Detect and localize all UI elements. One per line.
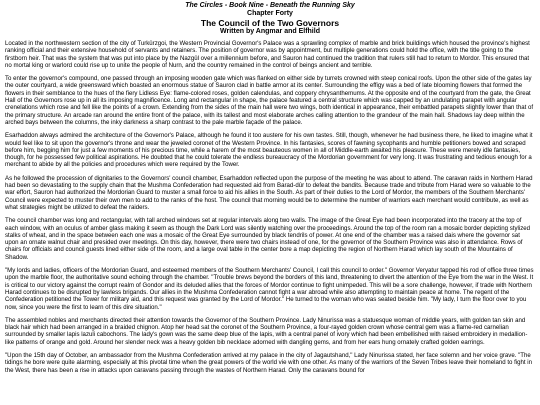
paragraph: "Upon the 15th day of October, an ambassador from the Mushma Confederation arrived at my palace in the city of Jagautshand," Lady Ninurissa stated, her face solemn and her voice grave. "The tidings he bore were quite alarming, especially at this pivotal time when the great powers of the world vie with one other. As many of the warriors of the Seven Tribes leave their homeland to fight in the West, there has been a rise in attacks upon caravans passing through the wastes of Northern Harad. Only the caravans bound for xyxy=(5,351,533,374)
series-title: The Circles - Book Nine - Beneath the Running Sky xyxy=(185,2,355,9)
chapter-title: The Council of the Two Governors xyxy=(200,18,340,28)
paragraph: The assembled nobles and merchants directed their attention towards the Governor of the Southern Province. Lady Ninurissa was a statuesque woman of middle years, with golden tan skin and black hair which had been arranged in a braided chignon. Atop her head sat the coronet of the Southern Province, a four-rayed golden crown whose central gem was a flame-red carnelian surrounded by smaller lapis lazuli cabochons. The lady's gown was the same deep blue of the lapis, with a central panel of ivory which had been embellished with raised embroidery in medallion-like patterns of orange and gold. Around her slender neck was a heavy golden bib necklace adorned with dangling gems, and from her ears hung ornately crafted golden earrings. xyxy=(5,316,528,346)
paragraph: Located in the northwestern section of the city of Turkûrzgoi, the Western Provincial Governor's Palace was a sprawling complex of marble and brick buildings which housed the province's highest ranking official and their extensive household of servants and retainers. The position of governor was by appointment, but multiple generations could hold the office, with the title going to the firstborn heir. That was the system that was put into place by the Nazgûl over a millennium before, and Sauron had continued the tradition that rulers still had to return to Mordor. This ensured that no mortal king or warlord could rise up to unite the people of Nurn, and the country remained in the control of beings ancient and terrible. xyxy=(5,40,530,69)
paragraph: As he followed the procession of dignitaries to the Governors' council chamber, Esarhaddon reflected upon the purpose of the meeting he was about to attend. The caravan raids in Northern Harad had been so devastating to the supply chain that the Mushma Confederation had requested aid from Barad-dûr to defeat the bandits. Because trade and tribute from Harad were so valuable to the war effort, Sauron had authorized the Mordorian Guard to muster a small force to aid his allies in the South. As part of their duties to the Lord of Mordor, the members of the Southern Merchants' Council were expected to muster their own men to add to the ranks of the host. The council that morning would be to determine the number of warriors each merchant would contribute, as well as what strategies might be utilized to defeat the raiders. xyxy=(5,174,533,211)
document-header xyxy=(5,2,535,36)
paragraph: The council chamber was long and rectangular, with tall arched windows set at regular intervals along two walls. The image of the Great Eye had been incorporated into the tracery at the top of each window, with an oculus of amber glass making it seem as though the Dark Lord was silently watching over the proceedings. Around the top of the room ran a mosaic border depicting stylized stalks of wheat, and in the space between each one was a mosaic of the Great Eye surrounded by black tendrils of power. At one end of the chamber was a raised dais where the governor sat upon an ornate walnut chair and presided over meetings. On this day, however, there were two chairs instead of one, for the governor of the Southern Province was also in attendance. Rows of chairs for officials and council guests lined either side of the room, and a large oval table in the center bore a map depicting the region of Northern Harad which lay south of the Mountains of Shadow. xyxy=(5,217,531,261)
chapter-label: Chapter Forty xyxy=(247,10,293,17)
paragraph: Esarhaddon always admired the architecture of the Governor's Palace, although he found it too austere for his own tastes. Still, though, whenever he had business there, he liked to imagine what it would feel like to sit upon the governor's throne and wear the jeweled coronet of the Western Province. In his fantasies, scores of fawning sycophants and humble petitioners bowed and scraped before him, begging him for just a few moments of his precious time, while a harem of the most beauteous women in all of Middle-earth awaited his pleasure. These were merely idle fantasies, though, for he possessed few political aspirations. He doubted that he could tolerate the endless bureaucracy of the Mordorian government for very long. It was frustrating and tedious enough for a merchant to abide by all the policies and procedures which were required by the Tower. xyxy=(5,132,533,169)
document-body xyxy=(5,40,535,374)
author-byline: Written by Angmar and Elfhild xyxy=(220,28,320,35)
paragraph: "My lords and ladies, officers of the Mordorian Guard, and esteemed members of the Southern Merchants' Council, I call this council to order." Governor Veryatur tapped his rod of office three times upon the marble floor, the authoritative sound echoing through the chamber. "Trouble brews beyond the borders of this land, threatening to divert the attention of the Eye from the war in the West. It is critical to our victory against the corrupt realm of Gondor and its deluded allies that the forces of Mordor continue to fight unimpeded. This will be a sore challenge, however, if trade with Northern Harad continues to be disrupted by lawless brigands. Our allies in the Mushma Confederation cannot fight a war abroad while also attempting to maintain peace at home. The regent of the Confederation petitioned the Tower for military aid, and this request was granted by the Lord of Mordor." He turned to the woman who was seated beside him. "My lady, I turn the floor over to you now, since you were the first to learn of this dire situation." xyxy=(5,267,534,311)
paragraph: To enter the governor's compound, one passed through an imposing wooden gate which was flanked on either side by turrets crowned with steep conical roofs. Upon the other side of the gates lay the outer courtyard, a wide greensward which boasted an enormous statue of Sauron clad in battle armor at its center. Surrounding the effigy was a bed of late blooming flowers that formed the flowers in their semblance to the hues of the fiery Lidless Eye: flame-colored roses, golden calendulas, and coppery chrysanthemums. At the opposite end of the courtyard from the gate, the Great Hall of the Governors rose up in all its imposing magnificence. Long and rectangular in shape, the palace featured a central structure which was capped by an undulating parapet with angular crenelations which rose and fell like the points of a crown. Extending from the sides of the main hall were two wings, both identical in appearance, their embattled parapets slightly lower than that of the primary structure. An arcade ran around the entire front of the palace, with its tallest and most elaborate arches calling attention to the grandeur of the main hall. Shadows lay deep within the arched bays between the columns, the inky darkness a sharp contrast to the pale marble façade of the palace. xyxy=(5,75,534,126)
